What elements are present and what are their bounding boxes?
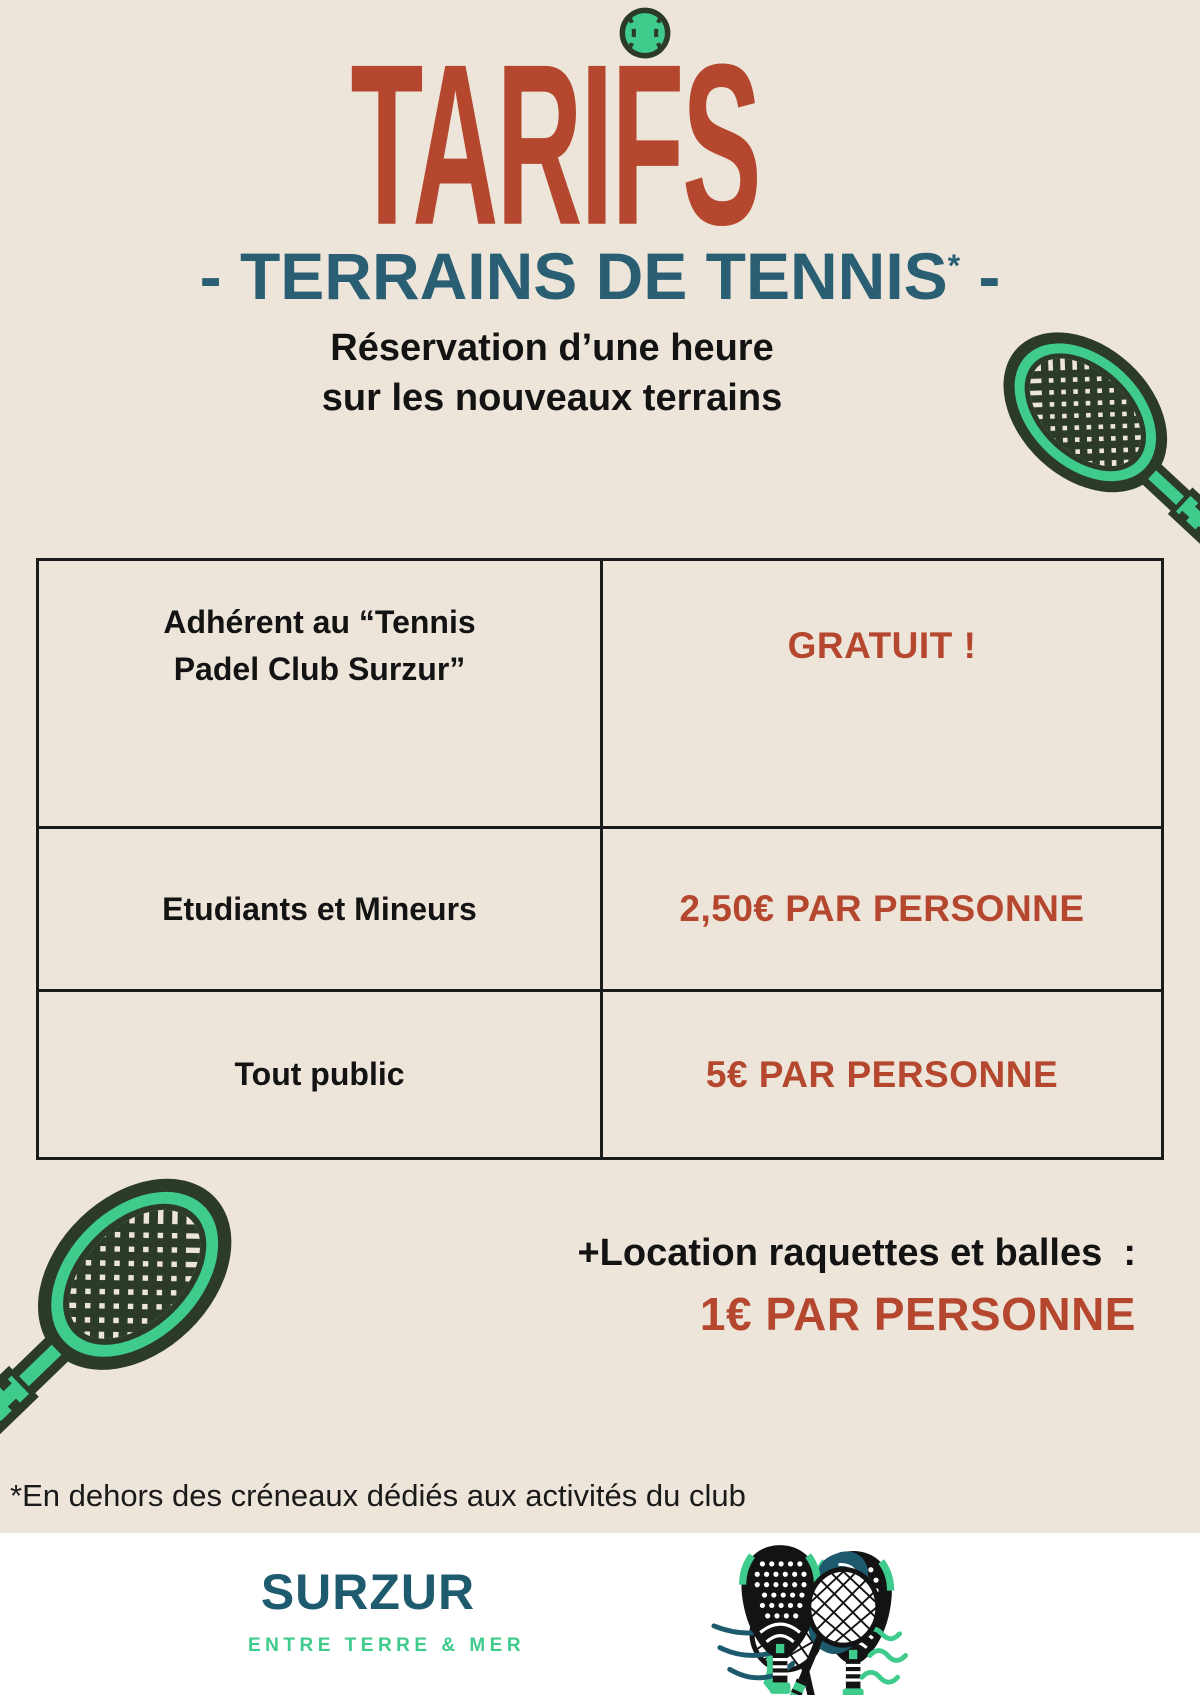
- pricing-table: [36, 558, 1164, 1160]
- rental-note: [577, 1232, 1136, 1341]
- tagline-line2: sur les nouveaux terrains: [321, 377, 783, 419]
- students-price: 2,50€ PAR PERSONNE: [679, 888, 1085, 929]
- subtitle-dash: -: [960, 239, 1001, 313]
- page-title: TARIFS: [350, 15, 760, 273]
- public-label: Tout public: [234, 1056, 405, 1093]
- table-row-students-price: [603, 829, 1161, 992]
- rental-label: +Location raquettes et balles :: [577, 1232, 1136, 1274]
- member-price: GRATUIT !: [787, 624, 977, 666]
- table-row-public-label: [39, 992, 603, 1157]
- tagline: [0, 323, 1104, 423]
- footer: [0, 1533, 1200, 1700]
- town-motto: ENTRE TERRE & MER: [248, 1635, 526, 1656]
- club-rackets-logo: [593, 1539, 983, 1695]
- table-row-member-price: [603, 561, 1161, 829]
- public-price: 5€ PAR PERSONNE: [705, 1053, 1059, 1095]
- page-subtitle: [0, 240, 1200, 313]
- rental-price: 1€ PAR PERSONNE: [699, 1288, 1136, 1340]
- town-name: SURZUR: [260, 1564, 476, 1620]
- table-row-students-label: [39, 829, 603, 992]
- footnote: *En dehors des créneaux dédiés aux activités du club: [10, 1478, 746, 1513]
- table-row-member-label: [39, 561, 603, 829]
- students-label: Etudiants et Mineurs: [162, 890, 477, 927]
- member-label: Adhérent au “Tennis Padel Club Surzur”: [163, 604, 476, 687]
- subtitle-asterisk: *: [947, 247, 961, 283]
- subtitle-text: - TERRAINS DE TENNIS: [199, 239, 948, 313]
- surzur-logo: [248, 1563, 526, 1657]
- tagline-line1: Réservation d’une heure: [330, 327, 774, 369]
- table-row-public-price: [603, 992, 1161, 1157]
